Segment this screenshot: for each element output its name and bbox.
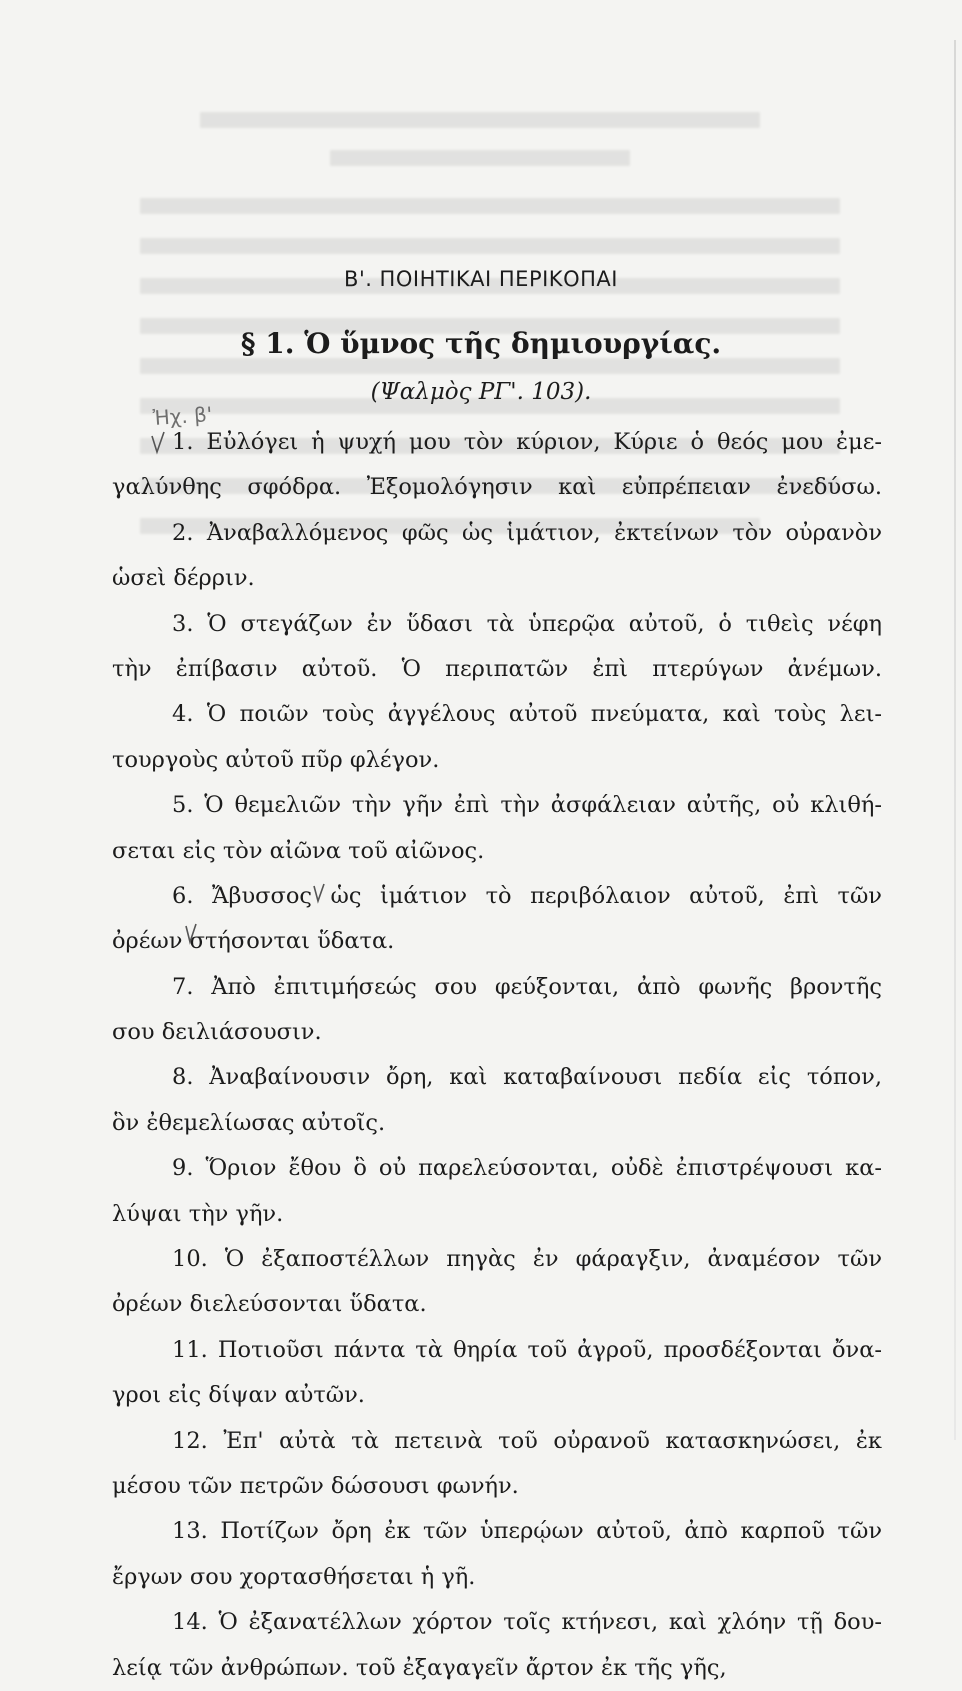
verse-line: 14. Ὁ ἐξανατέλλων χόρτον τοῖς κτήνεσι, καὶ χλόην τῇ δου- [172,1609,882,1636]
verse-line: 6. Ἄβυσσος ὡς ἱμάτιον τὸ περιβόλαιον αὐτοῦ, ἐπὶ τῶν [172,882,882,909]
verse-line: 11. Ποτιοῦσι πάντα τὰ θηρία τοῦ ἀγροῦ, προσδέξονται ὄνα- [172,1336,882,1363]
pencil-tick-icon [312,882,326,904]
verse-line: γροι εἰς δίψαν αὐτῶν. [112,1382,365,1409]
verse-line: λύψαι τὴν γῆν. [112,1200,284,1227]
verse-line: σεται εἰς τὸν αἰῶνα τοῦ αἰῶνος. [112,837,485,864]
verse-line: ὡσεὶ δέρριν. [112,565,255,592]
section-title: § 1. Ὁ ὕμνος τῆς δημιουργίας. [240,327,722,360]
verse-line: ὀρέων στήσονται ὕδατα. [112,928,395,955]
pencil-tick-icon [184,922,198,946]
verse-line: λείᾳ τῶν ἀνθρώπων. τοῦ ἐξαγαγεῖν ἄρτον ἐκ τῆς γῆς, [112,1654,727,1681]
verse-line: σου δειλιάσουσιν. [112,1019,322,1046]
verse-line: 12. Ἐπ' αὐτὰ τὰ πετεινὰ τοῦ οὐρανοῦ κατασκηνώσει, ἐκ [172,1427,882,1454]
section-label: Β'. ΠΟΙΗΤΙΚΑΙ ΠΕΡΙΚΟΠΑΙ [344,267,618,291]
handwritten-annotation: Ἠχ. β' [152,401,214,431]
verse-line: 8. Ἀναβαίνουσιν ὄρη, καὶ καταβαίνουσι πεδία εἰς τόπον, [172,1064,882,1091]
verse-line: γαλύνθης σφόδρα. Ἐξομολόγησιν καὶ εὐπρέπειαν ἐνεδύσω. [112,474,882,501]
verse-line: 4. Ὁ ποιῶν τοὺς ἀγγέλους αὐτοῦ πνεύματα, καὶ τοὺς λει- [172,701,882,728]
pencil-tick-icon [150,430,166,456]
verse-line: 7. Ἀπὸ ἐπιτιμήσεώς σου φεύξονται, ἀπὸ φωνῆς βροντῆς [172,973,882,1000]
verse-line: 3. Ὁ στεγάζων ἐν ὕδασι τὰ ὑπερῷα αὐτοῦ, ὁ τιθεὶς νέφη [172,610,882,637]
page-edge-shadow [954,40,956,1440]
psalm-text [112,420,882,1691]
verse-line: ὀρέων διελεύσονται ὕδατα. [112,1291,427,1318]
psalm-reference: (Ψαλμὸς ΡΓ'. 103). [370,379,592,405]
verse-line: τουργοὺς αὐτοῦ πῦρ φλέγον. [112,746,440,773]
verse-line: 10. Ὁ ἐξαποστέλλων πηγὰς ἐν φάραγξιν, ἀναμέσον τῶν [172,1246,882,1273]
verse-line: 13. Ποτίζων ὄρη ἐκ τῶν ὑπερῴων αὐτοῦ, ἀπὸ καρποῦ τῶν [172,1518,882,1545]
verse-line: 2. Ἀναβαλλόμενος φῶς ὡς ἱμάτιον, ἐκτείνων τὸν οὐρανὸν [172,519,882,546]
verse-line: ὃν ἐθεμελίωσας αὐτοῖς. [112,1109,386,1136]
verse-line: 9. Ὅριον ἔθου ὃ οὐ παρελεύσονται, οὐδὲ ἐπιστρέψουσι κα- [172,1155,882,1182]
verse-line: 1. Εὐλόγει ἡ ψυχή μου τὸν κύριον, Κύριε ὁ θεός μου ἐμε- [172,429,882,455]
verse-line: τὴν ἐπίβασιν αὐτοῦ. Ὁ περιπατῶν ἐπὶ πτερύγων ἀνέμων. [112,655,882,682]
verse-line: μέσου τῶν πετρῶν δώσουσι φωνήν. [112,1472,519,1499]
verse-line: 5. Ὁ θεμελιῶν τὴν γῆν ἐπὶ τὴν ἀσφάλειαν αὐτῆς, οὐ κλιθή- [172,792,882,819]
verse-line: ἔργων σου χορτασθήσεται ἡ γῆ. [112,1563,476,1590]
